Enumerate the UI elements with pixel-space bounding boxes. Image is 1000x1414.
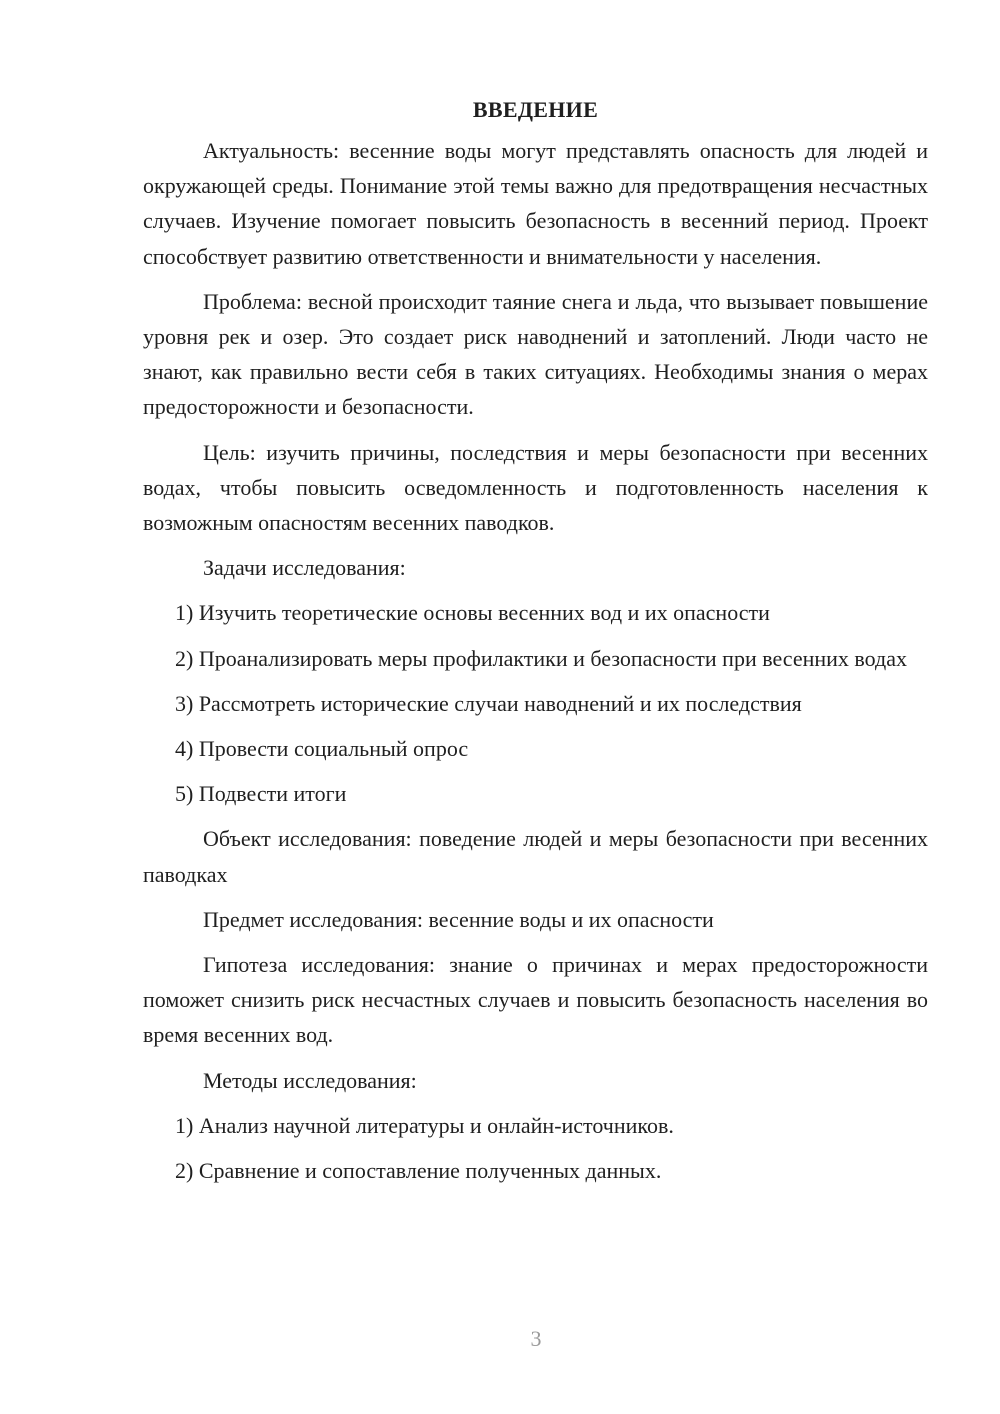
goal-paragraph: Цель: изучить причины, последствия и меры безопасности при весенних водах, чтобы повысить осведомленность и подготовленность населения к возможным опасностям весенних паводков. (143, 439, 928, 536)
task-item-4: 4) Провести социальный опрос (175, 736, 469, 762)
hypothesis-paragraph: Гипотеза исследования: знание о причинах и мерах предосторожности поможет снизить риск несчастных случаев и повысить безопасность населения во время весенних вод. (143, 952, 928, 1048)
method-item-1: 1) Анализ научной литературы и онлайн-источников. (175, 1112, 674, 1138)
tasks-title: Задачи исследования: (203, 555, 406, 581)
subject-paragraph: Предмет исследования: весенние воды и их опасности (203, 906, 714, 932)
page-number: 3 (530, 1326, 542, 1351)
methods-title: Методы исследования: (203, 1067, 417, 1093)
problem-paragraph: Проблема: весной происходит таяние снега и льда, что вызывает повышение уровня рек и озер. Это создает риск наводнений и затоплений. Люди часто не знают, как правильно вести себя в таких ситуациях. Необходимы знания о мерах предосторожности и безопасности. (143, 288, 928, 420)
section-heading: ВВЕДЕНИЕ (472, 97, 599, 122)
object-paragraph: Объект исследования: поведение людей и меры безопасности при весенних паводках (143, 826, 928, 887)
page-content (143, 92, 928, 1198)
relevance-paragraph: Актуальность: весенние воды могут представлять опасность для людей и окружающей среды. Понимание этой темы важно для предотвращения несчастных случаев. Изучение помогает повысить безопасность в весенний период. Проект способствует развитию ответственности и внимательности у населения. (143, 138, 928, 269)
task-item-5: 5) Подвести итоги (175, 781, 347, 807)
task-item-1: 1) Изучить теоретические основы весенних вод и их опасности (175, 600, 770, 626)
task-item-3: 3) Рассмотреть исторические случаи наводнений и их последствия (175, 690, 802, 716)
method-item-2: 2) Сравнение и сопоставление полученных данных. (175, 1158, 662, 1184)
task-item-2: 2) Проанализировать меры профилактики и безопасности при весенних водах (175, 645, 907, 671)
